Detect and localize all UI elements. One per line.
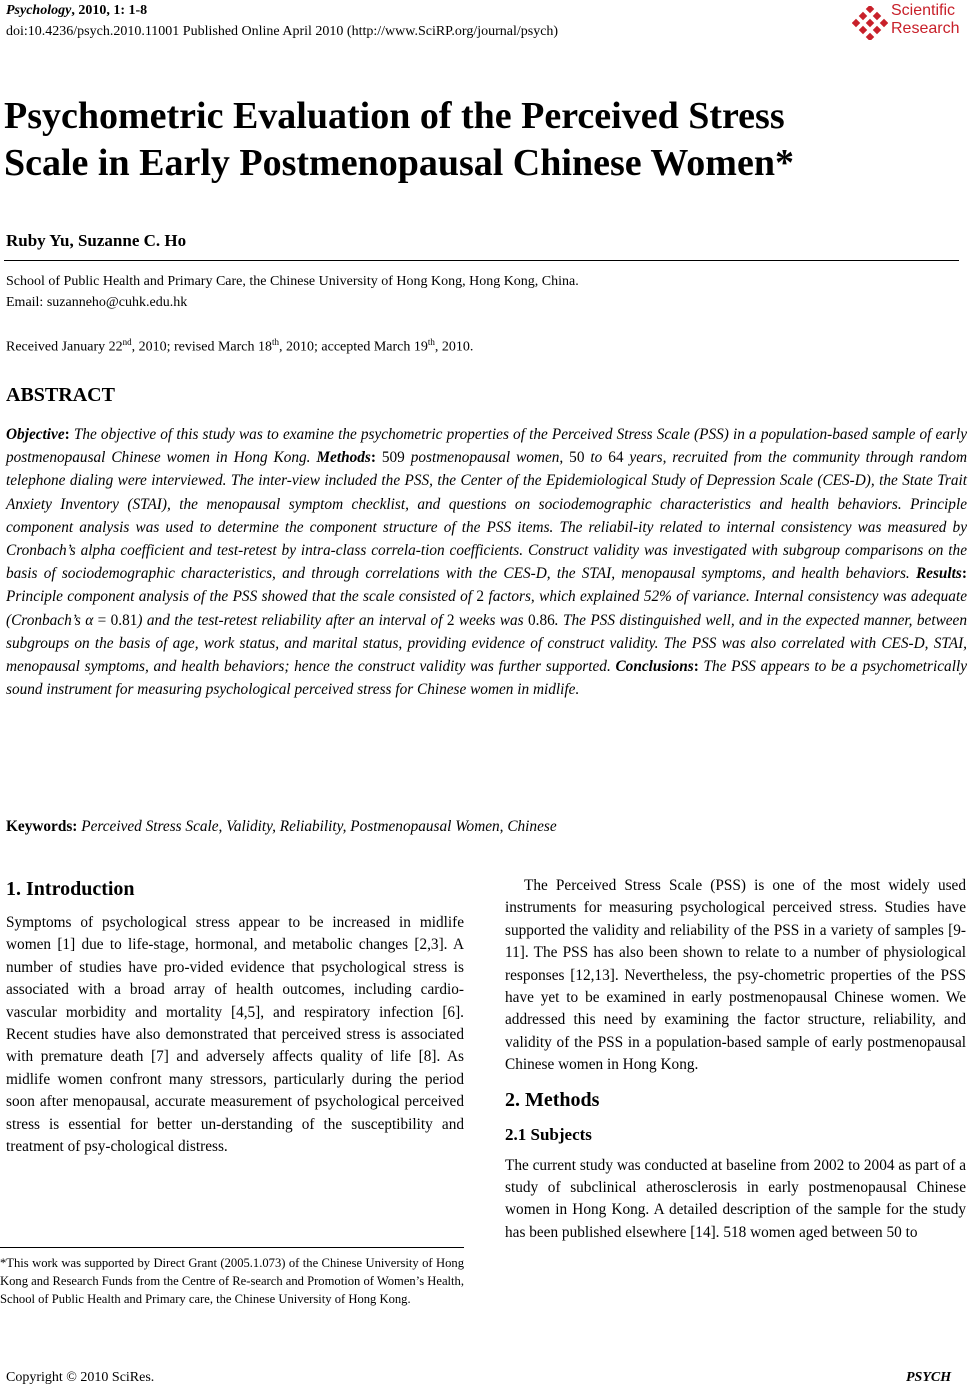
journal-citation	[6, 3, 147, 19]
logo-line1: Scientific	[891, 2, 956, 19]
abstract-text: ) in a population-based sample of early postmenopausal Chinese women in Hong Kong.	[6, 426, 967, 467]
received-text: Received January 22	[6, 339, 123, 355]
keywords-sep: :	[72, 818, 82, 835]
abstract-number: 2	[446, 611, 455, 629]
abstract-sep: :	[370, 449, 382, 467]
abstract-text: weeks was	[454, 611, 528, 629]
abstract-number: 52%	[643, 588, 672, 606]
abstract-text: PSS	[699, 426, 724, 443]
logo-line2: Research	[891, 20, 960, 37]
received-sup: nd	[122, 337, 132, 347]
affiliation: School of Public Health and Primary Care, the Chinese University of Hong Kong, Hong Kong, China.	[6, 274, 579, 289]
abstract-text: Principle component analysis of the PSS showed that the scale consisted of	[6, 588, 477, 606]
doi-line: doi:10.4236/psych.2010.11001 Published Online April 2010 (http://www.SciRP.org/journal/psych)	[6, 24, 559, 39]
results-label: Results	[915, 565, 962, 583]
abstract-number: 509	[381, 449, 405, 467]
abstract-number: = 0.81	[93, 611, 138, 629]
scirp-logo	[852, 2, 970, 42]
paper-title	[4, 93, 964, 187]
conclusions-label: Conclusions	[615, 658, 694, 676]
logo-text	[891, 2, 959, 38]
abstract-text: years, recruited from the community through random telephone dialing were interviewed. The inter-view included the PSS, the Center of the Epidemiological Study of Depression Scale (	[6, 449, 968, 490]
accepted-sup: th	[427, 337, 435, 347]
abstract-text: to	[584, 449, 609, 467]
abstract-heading: ABSTRACT	[6, 384, 115, 406]
right-column	[505, 875, 966, 1244]
email: Email: suzanneho@cuhk.edu.hk	[6, 295, 188, 310]
received-end: , 2010.	[434, 339, 474, 355]
abstract-body	[6, 423, 967, 701]
copyright: Copyright © 2010 SciRes.	[6, 1370, 155, 1385]
abstract-sep: :	[961, 565, 967, 583]
keywords	[6, 818, 557, 836]
abstract-text: STAI	[132, 495, 162, 513]
logo-mark-icon	[852, 6, 888, 40]
accepted-text: , 2010; accepted March 19	[279, 339, 428, 355]
abstract-text: factors, which explained	[484, 588, 644, 606]
title-line1: Psychometric Evaluation of the Perceived Stress	[4, 95, 785, 137]
footer-journal: PSYCH	[906, 1370, 952, 1385]
intro-heading: 1. Introduction	[6, 878, 135, 900]
authors: Ruby Yu, Suzanne C. Ho	[6, 231, 187, 250]
abstract-number: 2	[476, 588, 485, 606]
journal-volume: , 2010, 1: 1-8	[71, 3, 148, 18]
abstract-sep: :	[693, 658, 704, 676]
abstract-number: 0.86	[528, 611, 555, 629]
abstract-text: ), the State Trait Anxiety Inventory (	[6, 472, 967, 513]
abstract-text: The PSS appears to be a psychometrically sound instrument for measuring psychological perceived stress for Chinese women in midlife.	[6, 658, 967, 699]
footnote-rule	[0, 1247, 464, 1248]
abstract-text: of variance. Internal consistency was adequate (	[6, 588, 967, 629]
revised-sup: th	[271, 337, 279, 347]
revised-text: , 2010; revised March 18	[131, 339, 272, 355]
keywords-text: Perceived Stress Scale, Validity, Reliability, Postmenopausal Women, Chinese	[81, 818, 557, 835]
left-column	[6, 875, 464, 1158]
abstract-number: 50	[569, 449, 585, 467]
abstract-text: Cronbach’s α	[11, 611, 94, 629]
abstract-sep: :	[64, 426, 74, 443]
methods-heading: 2. Methods	[505, 1088, 600, 1111]
abstract-text: ) and the test-retest reliability after an interval of	[137, 611, 447, 629]
subjects-heading: 2.1 Subjects	[505, 1124, 592, 1144]
received-dates	[6, 337, 473, 356]
subjects-paragraph: The current study was conducted at baseline from 2002 to 2004 as part of a study of subclinical atherosclerosis in early postmenopausal Chinese women in Hong Kong. A detailed description of the sample for the study has been published elsewhere [14]. 518 women aged between 50 to	[505, 1156, 966, 1241]
abstract-text: . The PSS distinguished well, and in the expected manner, between subgroups on the basis of age, work status, and marital status, providing evidence of construct validity. The PSS was also correlated with CES-D, STAI, menopausal symptoms, and health behaviors; hence the construct validity was further supported.	[6, 611, 967, 676]
intro-paragraph: Symptoms of psychological stress appear to be increased in midlife women [1] due to life-stage, hormonal, and metabolic changes [2,3]. A number of studies have pro-vided evidence that psychological stress is associated with a broad array of health outcomes, including cardio-vascular morbidity and mortality [4,5], and respiratory infection [6]. Recent studies have also demonstrated that perceived stress is associated with premature death [7] and adversely affects quality of life [8]. As midlife women confront many stressors, particularly during the period soon after menopausal, accurate measurement of psychological perceived stress is essential for better un-derstanding of the susceptibility and treatment of psy-chological distress.	[6, 914, 464, 1156]
keywords-label: Keywords	[6, 818, 73, 835]
pss-paragraph: The Perceived Stress Scale (PSS) is one of the most widely used instruments for measuring psychological perceived stress. Studies have supported the validity and reliability of the PSS in a variety of samples [9-11]. The PSS has also been shown to relate to a number of physiological responses [12,13]. Nevertheless, the psy-chometric properties of the PSS have yet to be examined in early postmenopausal Chinese women. We addressed this need by examining the factor structure, reliability, and validity of the PSS in a population-based sample of early postmenopausal Chinese women in Hong Kong.	[505, 877, 966, 1074]
objective-label: Objective	[6, 426, 65, 443]
abstract-text: CES-D	[822, 472, 866, 490]
title-line2: Scale in Early Postmenopausal Chinese Women*	[4, 142, 794, 184]
abstract-text: The objective of this study was to examine the psychometric properties of the Perceived Stress Scale (	[73, 426, 700, 443]
abstract-text: postmenopausal women,	[404, 449, 570, 467]
journal-name: Psychology	[6, 3, 72, 18]
abstract-text: ), the menopausal symptom checklist, and questions on sociodemographic characteristics and health behaviors. Principle component analysis was used to determine the component structure of the PSS items. The reliabil-ity related to internal consistency was measured by Cronbach’s alpha coefficient and test-retest by intra-class correla-tion coefficients. Construct validity was investigated with subgroup comparisons on the basis of sociodemographic characteristics, and through correlations with the CES-D, the STAI, menopausal symptoms, and health behaviors.	[6, 495, 967, 583]
abstract-number: 64	[608, 449, 624, 467]
header-rule	[4, 260, 959, 261]
methods-label: Methods	[316, 449, 371, 467]
footnote: *This work was supported by Direct Grant (2005.1.073) of the Chinese University of Hong Kong and Research Funds from the Centre of Re-search and Promotion of Women’s Health, School of Public Health and Primary care, the Chinese University of Hong Kong.	[0, 1256, 464, 1306]
